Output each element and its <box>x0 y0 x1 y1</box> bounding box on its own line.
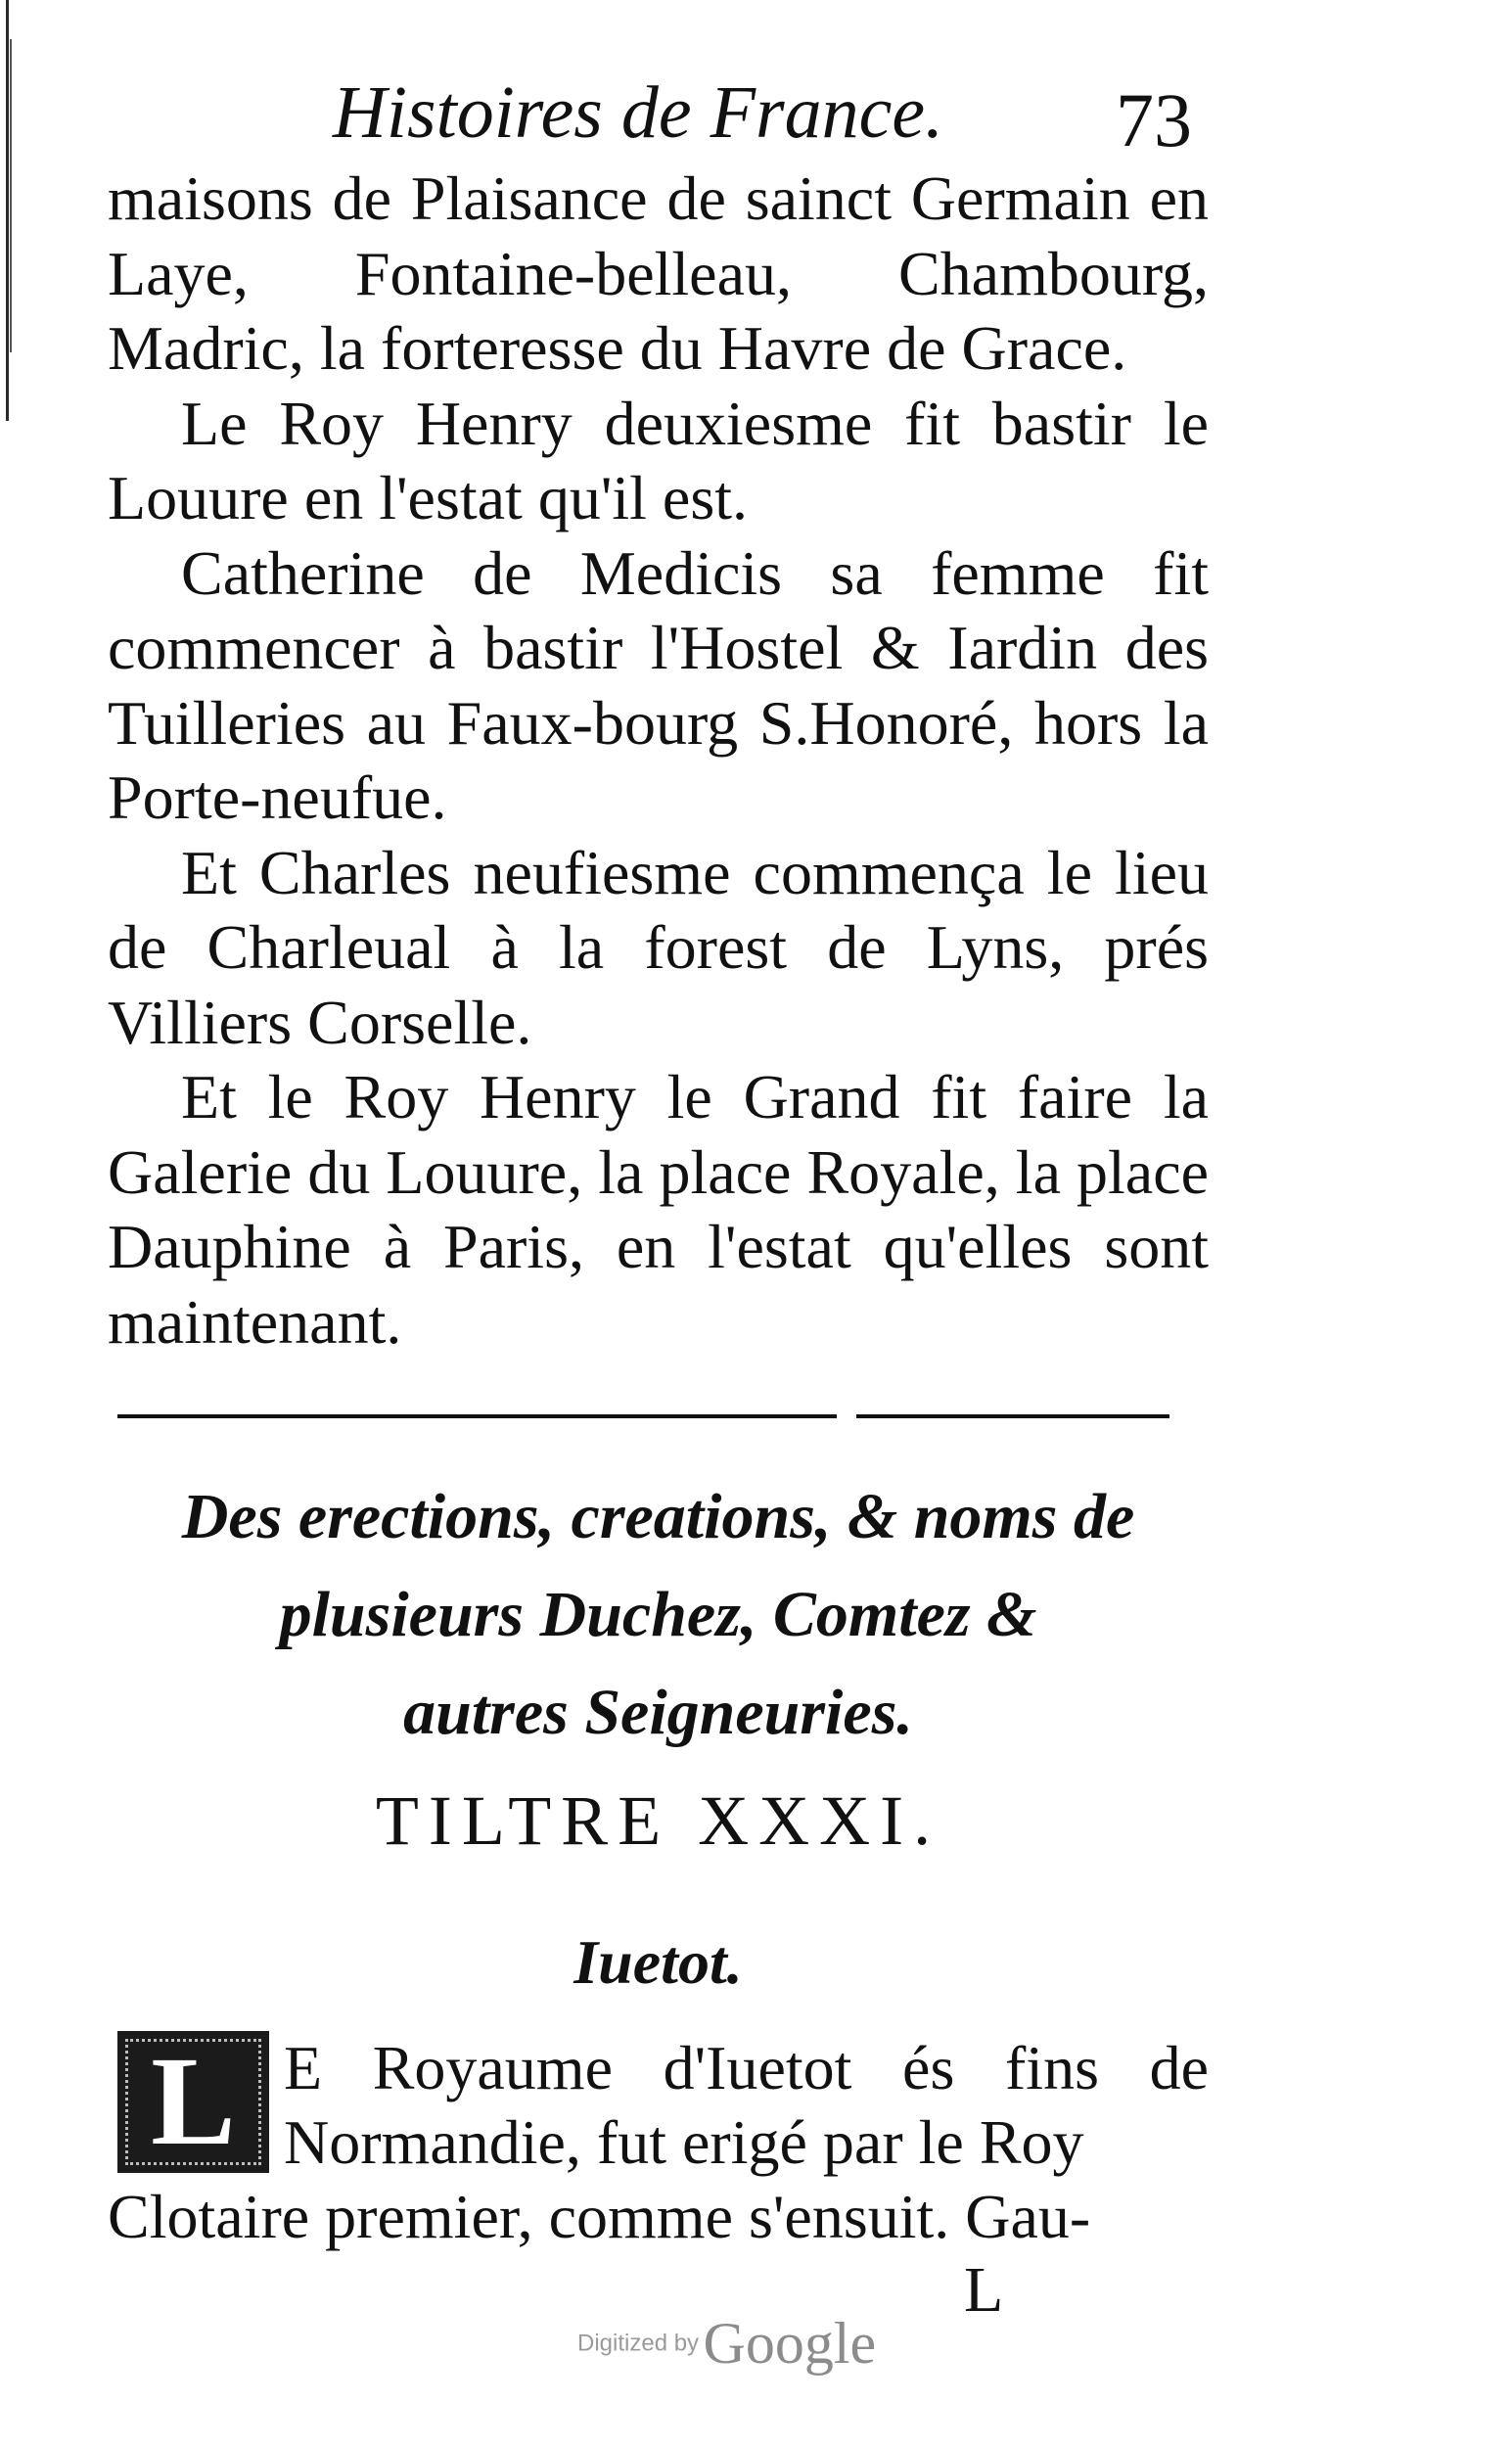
section-heading-line: autres Seigneuries. <box>403 1677 913 1748</box>
paragraph: Catherine de Medicis sa femme fit commencer à bastir l'Hostel & Iardin des Tuilleries au Faux-bourg S.Honoré, hors la Porte-neufue. <box>108 537 1209 832</box>
google-logo: Google <box>703 2311 877 2376</box>
section-divider <box>856 1414 1169 1418</box>
title-number: TILTRE XXXI. <box>375 1781 941 1860</box>
section-heading-line: Des erections, creations, & noms de <box>181 1481 1135 1552</box>
body-text <box>108 162 1209 1360</box>
paragraph-continuation: Clotaire premier, comme s'ensuit. Gau- <box>108 2182 1091 2251</box>
paragraph-opening: E Royaume d'Iuetot és fins de Normandie, fut erigé par le Roy <box>284 2033 1209 2177</box>
signature-mark: L <box>964 2254 1004 2326</box>
paragraph: maisons de Plaisance de sainct Germain en Laye, Fontaine-belleau, Chambourg, Madric, la forteresse du Havre de Grace. <box>108 163 1209 383</box>
page-number: 73 <box>1116 77 1192 162</box>
paragraph: Le Roy Henry deuxiesme fit bastir le Louure en l'estat qu'il est. <box>108 388 1209 532</box>
subheading: Iuetot. <box>573 1927 743 1997</box>
drop-cap-letter: L <box>151 2031 236 2172</box>
digitized-by-label: Digitized by <box>577 2330 700 2357</box>
digitized-watermark <box>577 2310 876 2388</box>
section-heading <box>108 1468 1209 1762</box>
paragraph: Et le Roy Henry le Grand fit faire la Galerie du Louure, la place Royale, la place Dauphine à Paris, en l'estat qu'elles sont maintenant. <box>108 1062 1209 1357</box>
page-edge-rule <box>6 0 9 421</box>
page-header <box>108 59 1223 166</box>
running-title: Histoires de France. <box>333 71 944 154</box>
drop-cap <box>117 2031 269 2173</box>
section-heading-line: plusieurs Duchez, Comtez & <box>279 1579 1037 1650</box>
paragraph: Et Charles neufiesme commença le lieu de Charleual à la forest de Lyns, prés Villiers Corselle. <box>108 837 1209 1057</box>
section-divider <box>117 1414 837 1418</box>
page-edge-rule-inner <box>10 39 12 352</box>
